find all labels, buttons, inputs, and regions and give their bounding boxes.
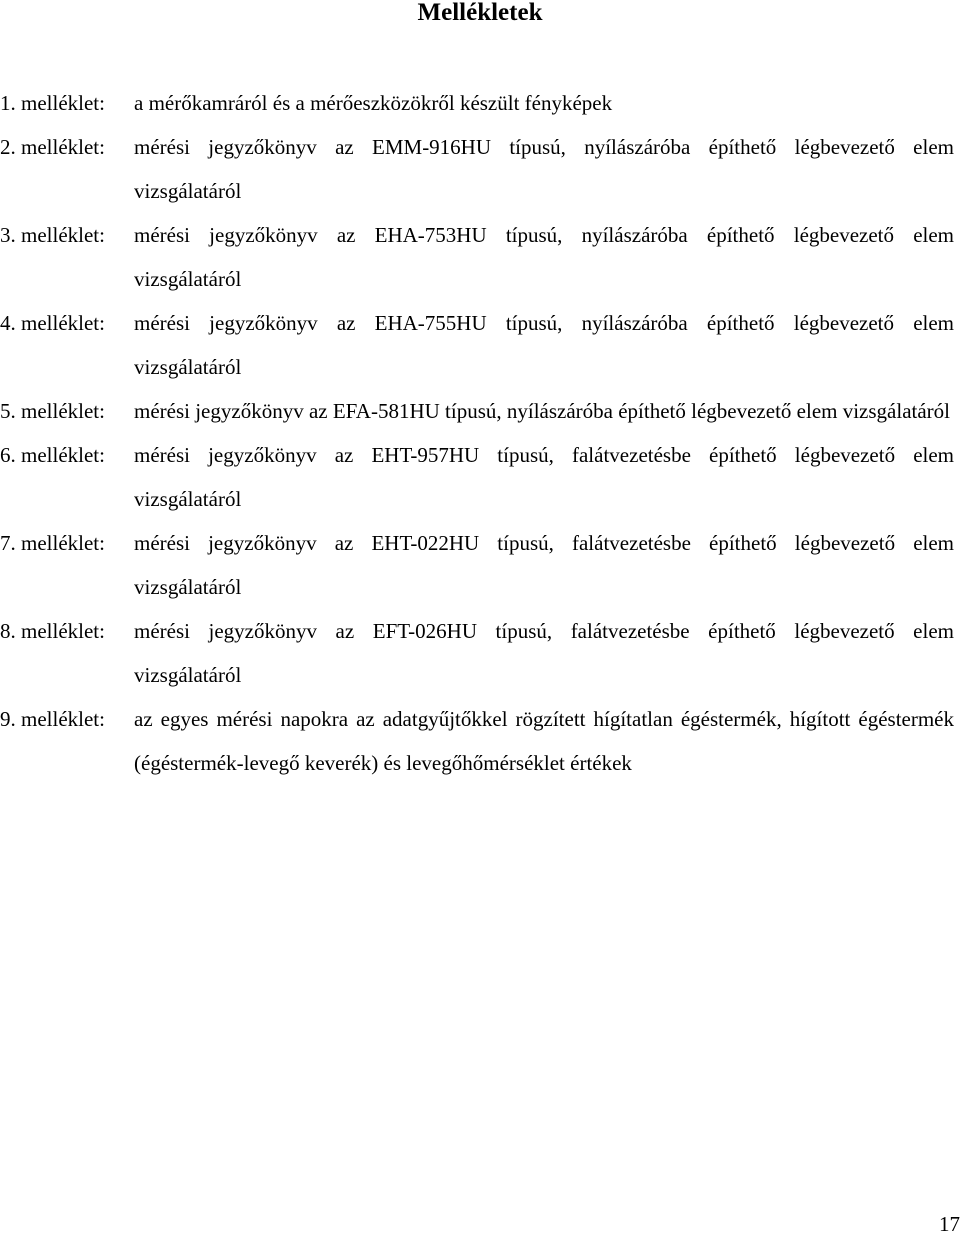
list-item-text: mérési jegyzőkönyv az EHT-957HU típusú, falátvezetésbe építhető légbevezető elem vizsgálatáról [134, 443, 954, 511]
list-item [0, 125, 960, 213]
page-title: Mellékletek [417, 0, 543, 26]
list-item-text: mérési jegyzőkönyv az EHA-753HU típusú, nyílászáróba építhető légbevezető elem vizsgálatáról [134, 223, 954, 291]
list-item [0, 213, 960, 301]
list-item-number: 2. melléklet: [0, 135, 105, 159]
list-item-number: 8. melléklet: [0, 619, 105, 643]
list-item-text: mérési jegyzőkönyv az EHT-022HU típusú, falátvezetésbe építhető légbevezető elem vizsgálatáról [134, 531, 954, 599]
page-number: 17 [939, 1212, 960, 1236]
list-item-text: mérési jegyzőkönyv az EMM-916HU típusú, nyílászáróba építhető légbevezető elem vizsgálatáról [134, 135, 954, 203]
list-item-text: mérési jegyzőkönyv az EFT-026HU típusú, falátvezetésbe építhető légbevezető elem vizsgálatáról [134, 619, 954, 687]
list-item-text: az egyes mérési napokra az adatgyűjtőkkel rögzített hígítatlan égéstermék, hígított égéstermék (égéstermék-levegő keverék) és levegőhőmérséklet értékek [134, 707, 954, 775]
attachment-list [0, 81, 960, 785]
list-item-number: 1. melléklet: [0, 91, 105, 115]
list-item [0, 301, 960, 389]
list-item [0, 433, 960, 521]
list-item-text: a mérőkamráról és a mérőeszközökről készült fényképek [134, 91, 613, 115]
list-item-text: mérési jegyzőkönyv az EHA-755HU típusú, nyílászáróba építhető légbevezető elem vizsgálatáról [134, 311, 954, 379]
list-item-text: mérési jegyzőkönyv az EFA-581HU típusú, nyílászáróba építhető légbevezető elem vizsgálatáról [134, 399, 951, 423]
list-item [0, 521, 960, 609]
list-item-number: 3. melléklet: [0, 223, 105, 247]
list-item [0, 81, 960, 125]
list-item-number: 6. melléklet: [0, 443, 105, 467]
list-item-number: 4. melléklet: [0, 311, 105, 335]
list-item-number: 5. melléklet: [0, 399, 105, 423]
list-item [0, 389, 960, 433]
list-item-number: 9. melléklet: [0, 707, 105, 731]
list-item [0, 697, 960, 785]
list-item [0, 609, 960, 697]
list-item-number: 7. melléklet: [0, 531, 105, 555]
